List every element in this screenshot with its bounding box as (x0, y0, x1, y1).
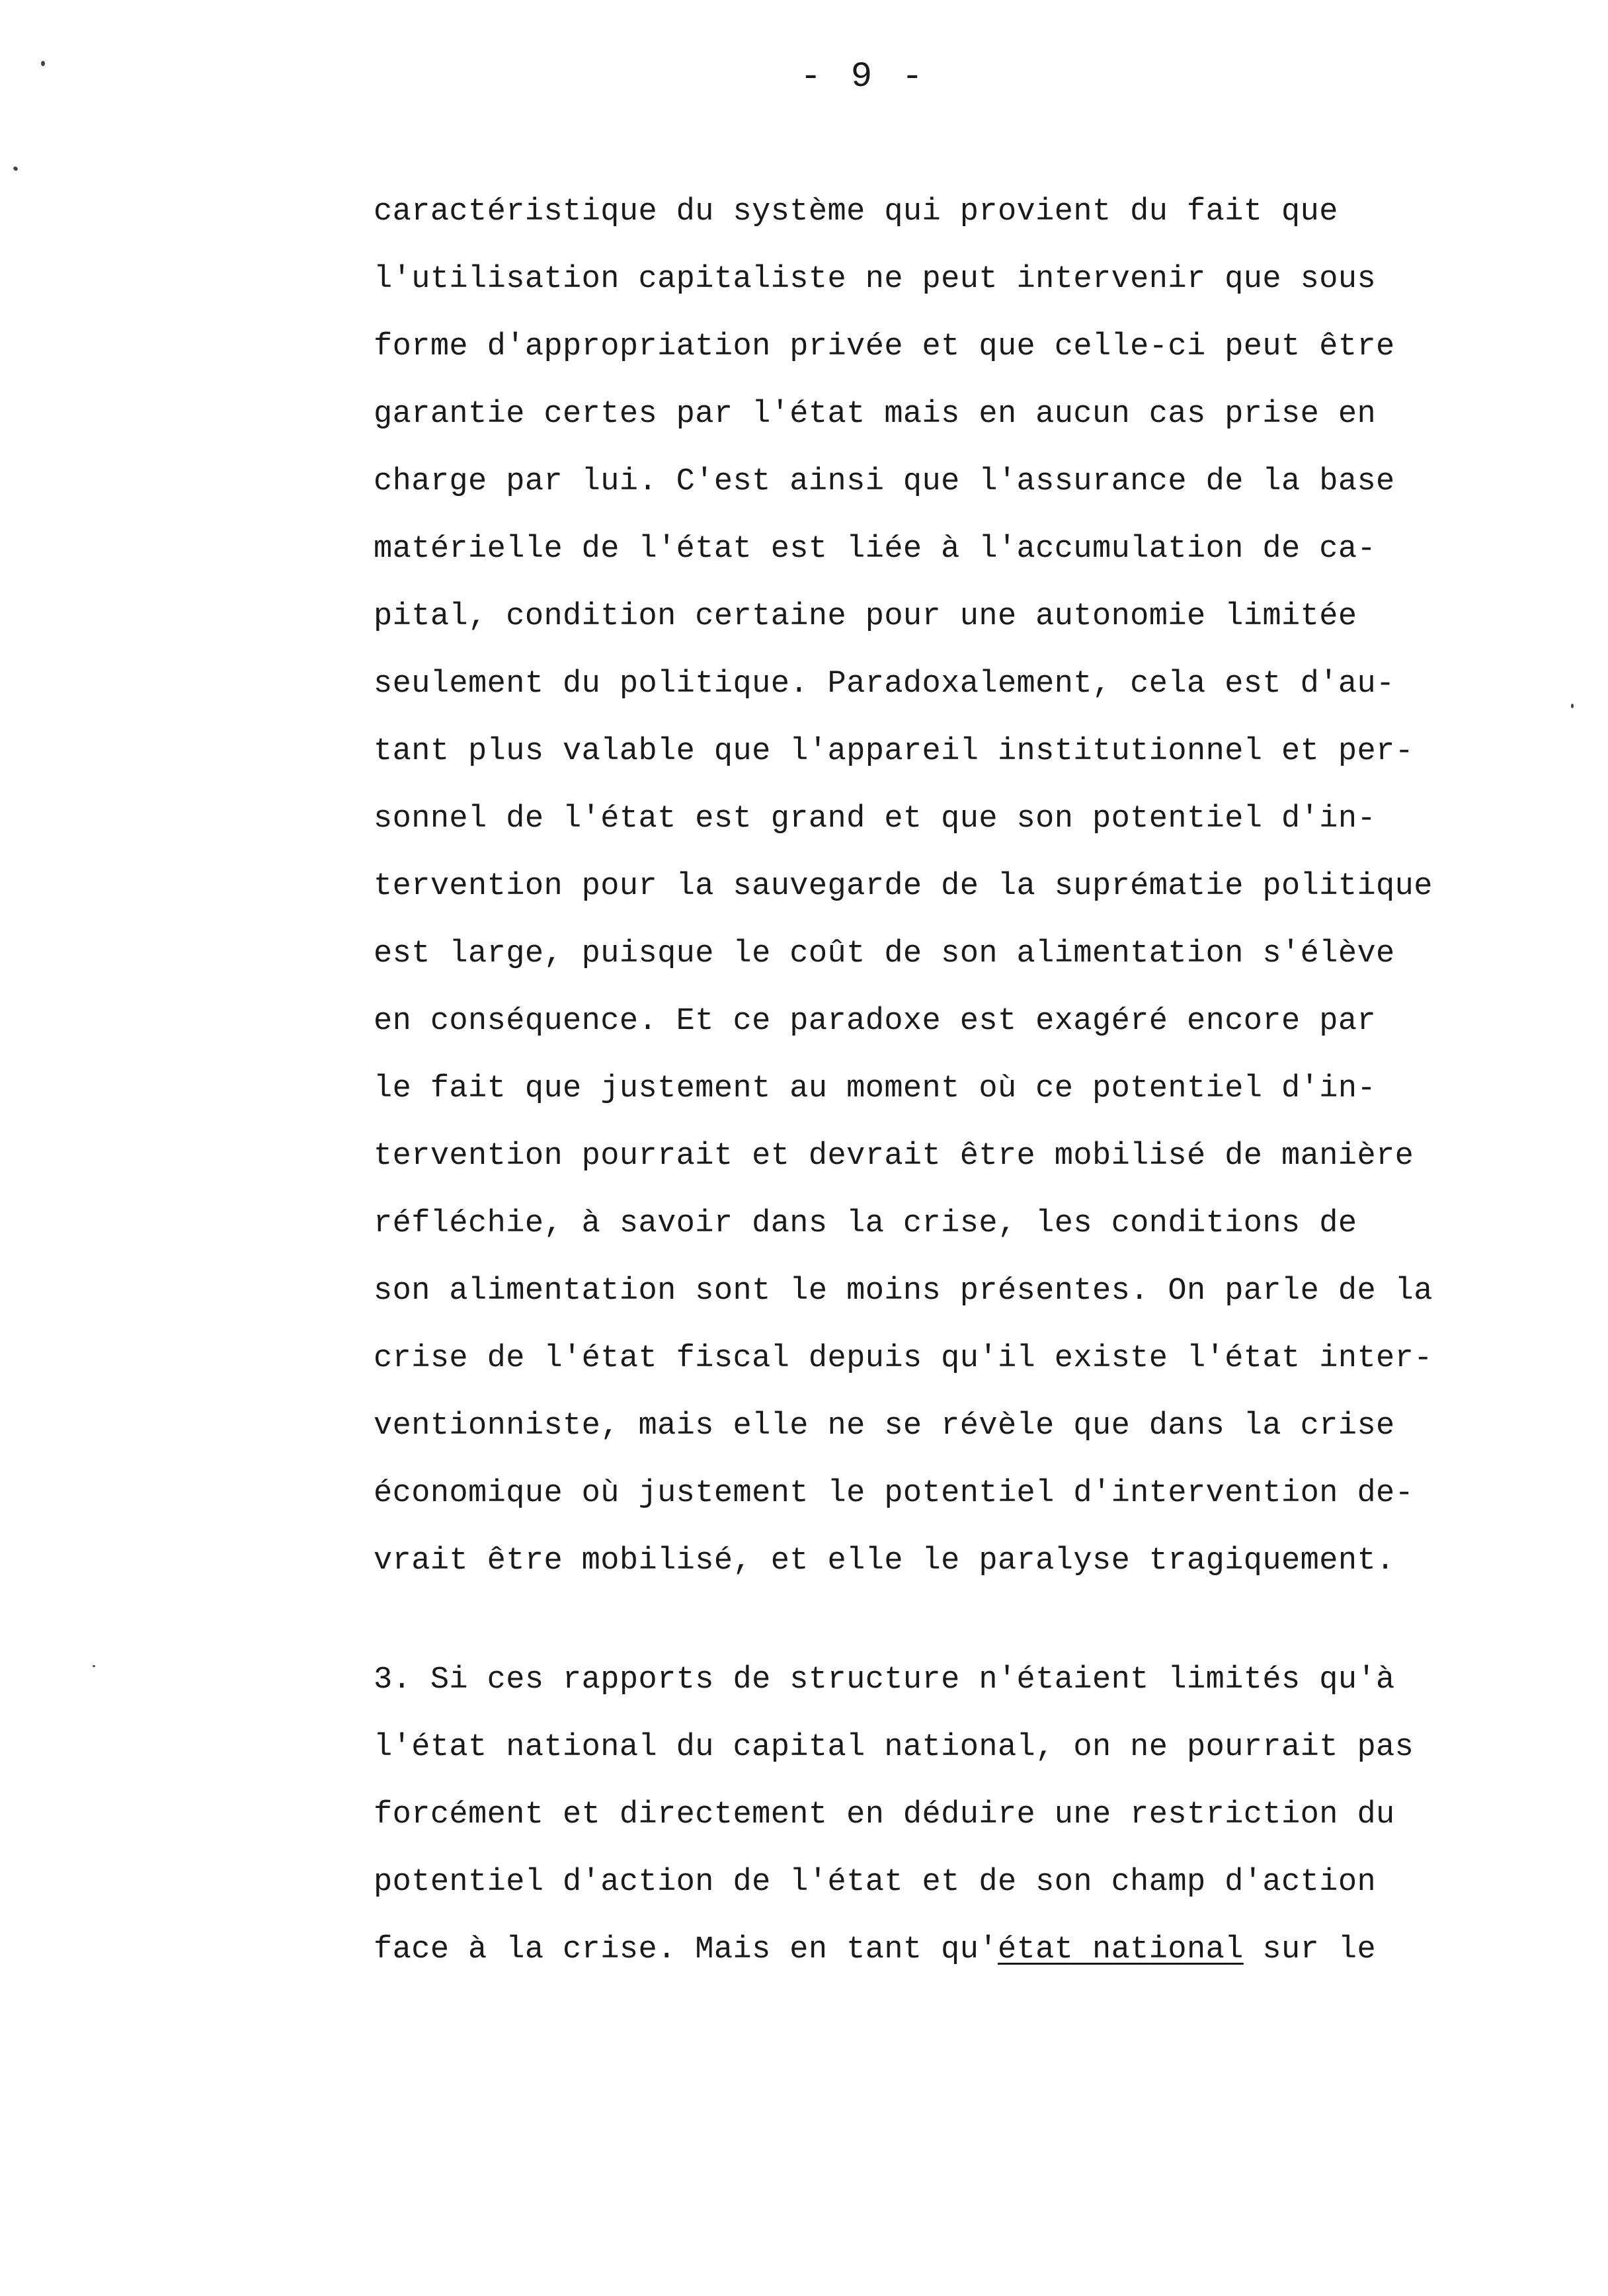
text-line: crise de l'état fiscal depuis qu'il existe l'état inter- (374, 1341, 1433, 1376)
text-line: potentiel d'action de l'état et de son champ d'action (374, 1865, 1377, 1900)
scan-speck (1571, 704, 1574, 708)
text-line: forcément et directement en déduire une restriction du (374, 1797, 1395, 1832)
text-line: ventionniste, mais elle ne se révèle que dans la crise (374, 1409, 1395, 1444)
text-line: charge par lui. C'est ainsi que l'assurance de la base (374, 464, 1395, 499)
text-line: forme d'appropriation privée et que celle-ci peut être (374, 329, 1395, 364)
text-line: tant plus valable que l'appareil institutionnel et per- (374, 734, 1414, 769)
paragraph-2 (374, 1647, 1531, 1984)
text-line: réfléchie, à savoir dans la crise, les conditions de (374, 1206, 1357, 1241)
scan-speck (93, 1665, 95, 1667)
text-line: l'utilisation capitaliste ne peut intervenir que sous (374, 262, 1377, 297)
text-line: 3. Si ces rapports de structure n'étaient limités qu'à (374, 1662, 1395, 1698)
text-line: sonnel de l'état est grand et que son potentiel d'in- (374, 801, 1377, 837)
paragraph-1 (374, 179, 1531, 1595)
scan-speck (41, 61, 45, 66)
scan-speck (13, 165, 19, 171)
text-line: le fait que justement au moment où ce potentiel d'in- (374, 1071, 1377, 1106)
underlined-phrase: état national (997, 1932, 1244, 1967)
text-line: tervention pour la sauvegarde de la suprématie politique (374, 869, 1433, 904)
page-number: - 9 - (799, 57, 928, 97)
text-line: l'état national du capital national, on ne pourrait pas (374, 1730, 1414, 1765)
text-segment: face à la crise. Mais en tant qu' (374, 1932, 998, 1967)
text-line-last (374, 1916, 1531, 1984)
text-line: matérielle de l'état est liée à l'accumulation de ca- (374, 532, 1377, 567)
text-line: son alimentation sont le moins présentes. On parle de la (374, 1274, 1433, 1309)
text-line: vrait être mobilisé, et elle le paralyse tragiquement. (374, 1543, 1395, 1578)
text-line: garantie certes par l'état mais en aucun cas prise en (374, 397, 1377, 432)
text-line: caractéristique du système qui provient du fait que (374, 194, 1338, 229)
text-segment: sur le (1243, 1932, 1377, 1967)
text-line: pital, condition certaine pour une autonomie limitée (374, 599, 1357, 634)
text-line: seulement du politique. Paradoxalement, cela est d'au- (374, 667, 1395, 702)
text-line: économique où justement le potentiel d'intervention de- (374, 1476, 1414, 1511)
text-line: en conséquence. Et ce paradoxe est exagéré encore par (374, 1004, 1377, 1039)
text-line: tervention pourrait et devrait être mobilisé de manière (374, 1139, 1414, 1174)
text-line: est large, puisque le coût de son alimentation s'élève (374, 936, 1395, 971)
